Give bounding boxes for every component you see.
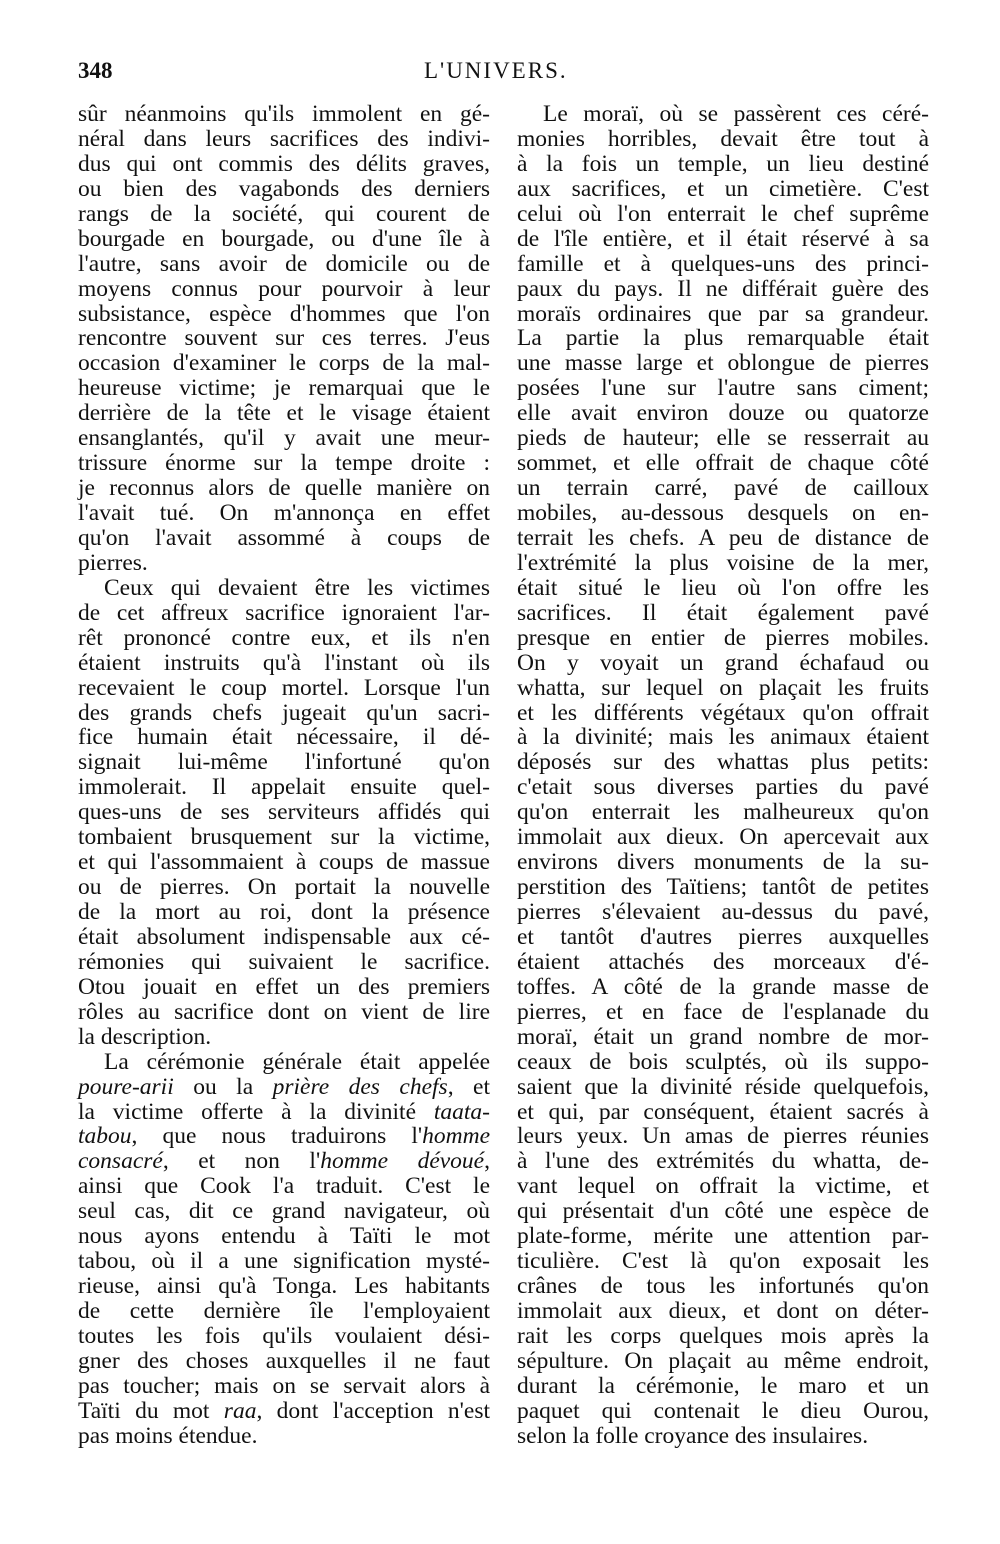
text-line: des grands chefs jugeait qu'un sacri- xyxy=(78,699,490,726)
text-run: , que nous traduirons l' xyxy=(131,1123,423,1150)
text-line: toffes. A côté de la grande masse de xyxy=(517,973,929,1000)
running-title: L'UNIVERS. xyxy=(424,58,568,83)
italic-term: raa xyxy=(223,1397,257,1424)
text-line: à la divinité; mais les animaux étaient xyxy=(517,724,929,751)
text-line: moraïs ordinaires que par sa grandeur. xyxy=(517,300,929,327)
text-line: ceaux de bois sculptés, où ils suppo- xyxy=(517,1048,929,1075)
text-line: terrait les chefs. A peu de distance de xyxy=(517,524,929,551)
text-line: ques-uns de ses serviteurs affidés qui xyxy=(78,799,490,826)
text-line: rôles au sacrifice dont on vient de lire xyxy=(78,998,490,1025)
text-line: moraï, était un grand nombre de mor- xyxy=(517,1023,929,1050)
text-line: famille et à quelques-uns des princi- xyxy=(517,250,929,277)
text-line: ou de pierres. On portait la nouvelle xyxy=(78,874,490,901)
text-line: ensanglantés, qu'il y avait une meur- xyxy=(78,425,490,452)
text-line: ticulière. C'est là qu'on exposait les xyxy=(517,1248,929,1275)
text-line: une masse large et oblongue de pierres xyxy=(517,350,929,377)
text-line: celui où l'on enterrait le chef suprême xyxy=(517,200,929,227)
text-line: rémonies qui suivaient le sacrifice. xyxy=(78,948,490,975)
italic-term: taata- xyxy=(433,1098,490,1125)
text-line: était absolument indispensable aux cé- xyxy=(78,923,490,950)
text-line: pas toucher; mais on se servait alors à xyxy=(78,1372,490,1399)
text-line: bourgade en bourgade, ou d'une île à xyxy=(78,225,490,252)
text-line: posées l'une sur l'autre sans ciment; xyxy=(517,375,929,402)
text-line xyxy=(78,1075,490,1100)
text-line: elle avait environ douze ou quatorze xyxy=(517,400,929,427)
text-line: ainsi que Cook l'a traduit. C'est le xyxy=(78,1173,490,1200)
text-line: immolait aux dieux, et dont on déter- xyxy=(517,1298,929,1324)
text-line: moyens connus pour pourvoir à leur xyxy=(78,275,490,302)
text-line: à l'une des extrémités du whatta, de- xyxy=(517,1148,929,1175)
text-line: selon la folle croyance des insulaires. xyxy=(517,1422,869,1449)
text-line: La cérémonie générale était appelée xyxy=(104,1048,490,1075)
text-run: ou la xyxy=(173,1073,273,1100)
text-line: recevaient le coup mortel. Lorsque l'un xyxy=(78,674,490,701)
text-line: l'extrémité la plus voisine de la mer, xyxy=(517,549,929,576)
text-line: environs divers monuments de la su- xyxy=(517,849,929,876)
text-line: occasion d'examiner le corps de la mal- xyxy=(78,350,490,377)
text-line: tombaient brusquement sur la victime, xyxy=(78,824,490,851)
text-line: la description. xyxy=(78,1023,212,1050)
text-line: et tantôt d'autres pierres auxquelles xyxy=(517,923,929,950)
text-line: pieds de hauteur; elle se resserrait au xyxy=(517,425,929,452)
text-line: ou bien des vagabonds des derniers xyxy=(78,175,490,202)
text-line: dus qui ont commis des délits graves, xyxy=(78,150,490,177)
text-line: pierres. xyxy=(78,549,148,576)
text-run: , et xyxy=(447,1073,491,1100)
text-line: heureuse victime; je remarquai que le xyxy=(78,375,490,402)
text-line: nous ayons entendu à Taïti le mot xyxy=(78,1223,490,1250)
text-line: à la fois un temple, un lieu destiné xyxy=(517,150,929,177)
text-line: l'autre, sans avoir de domicile ou de xyxy=(78,250,490,277)
text-line: fice humain était nécessaire, il dé- xyxy=(78,724,490,751)
page-number: 348 xyxy=(78,58,113,83)
text-line: leurs yeux. Un amas de pierres réunies xyxy=(517,1123,929,1150)
text-line: perstition des Taïtiens; tantôt de petites xyxy=(517,874,929,901)
text-line: aux sacrifices, et un cimetière. C'est xyxy=(517,175,929,202)
text-line: déposés sur des whattas plus petits: xyxy=(517,749,929,776)
text-line: Ceux qui devaient être les victimes xyxy=(104,574,490,601)
text-line: tabou, où il a une signification mysté- xyxy=(78,1248,490,1275)
text-line: l'avait tué. On m'annonça en effet xyxy=(78,500,490,526)
italic-term: consacré xyxy=(78,1148,163,1175)
text-line: gner des choses auxquelles il ne faut xyxy=(78,1347,490,1374)
text-line: immolait aux dieux. On apercevait aux xyxy=(517,824,929,851)
text-line: presque en entier de pierres mobiles. xyxy=(517,624,929,651)
text-line: de l'île entière, et il était réservé à sa xyxy=(517,225,929,252)
text-line xyxy=(78,1124,490,1149)
text-line: rencontre souvent sur ces terres. J'eus xyxy=(78,325,490,352)
text-line: On y voyait un grand échafaud ou xyxy=(517,649,929,676)
text-line: c'etait sous diverses parties du pavé xyxy=(517,774,929,801)
text-line: étaient attachés des morceaux d'é- xyxy=(517,948,929,975)
italic-term: poure-arii xyxy=(78,1073,174,1100)
italic-term: homme dévoué xyxy=(320,1148,485,1175)
text-line: derrière de la tête et le visage étaient xyxy=(78,400,490,427)
text-line: crânes de tous les infortunés qu'on xyxy=(517,1273,929,1300)
text-line: étaient instruits qu'à l'instant où ils xyxy=(78,649,490,676)
text-line: rêt prononcé contre eux, et ils n'en xyxy=(78,624,490,651)
text-line: rieuse, ainsi qu'à Tonga. Les habitants xyxy=(78,1273,490,1300)
text-line: Le moraï, où se passèrent ces céré- xyxy=(543,101,929,127)
text-line: je reconnus alors de quelle manière on xyxy=(78,475,490,502)
text-line: vant lequel on offrait la victime, et xyxy=(517,1173,929,1200)
text-line: immolerait. Il appelait ensuite quel- xyxy=(78,774,490,801)
left-column xyxy=(78,102,490,1449)
text-line: et les différents végétaux qu'on offrait xyxy=(517,699,929,726)
text-line: pas moins étendue. xyxy=(78,1422,258,1449)
text-line: paux du pays. Il ne différait guère des xyxy=(517,275,929,302)
text-line: qui présentait d'un côté une espèce de xyxy=(517,1198,929,1225)
text-line: saient que la divinité réside quelquefois, xyxy=(517,1073,929,1100)
italic-term: tabou xyxy=(78,1123,132,1150)
text-line: qu'on enterrait les malheureux qu'on xyxy=(517,799,929,826)
text-run: , xyxy=(484,1148,490,1175)
text-line: rait les corps quelques mois après la xyxy=(517,1322,929,1349)
text-line: pierres, et en face de l'esplanade du xyxy=(517,998,929,1025)
text-line: de cet affreux sacrifice ignoraient l'ar- xyxy=(78,599,490,626)
text-line xyxy=(78,1149,490,1174)
text-line: monies horribles, devait être tout à xyxy=(517,125,929,152)
italic-term: prière des chefs xyxy=(272,1073,448,1100)
text-run: , dont l'acception n'est xyxy=(256,1397,490,1424)
text-line: whatta, sur lequel on plaçait les fruits xyxy=(517,674,929,701)
text-line: et qui l'assommaient à coups de massue xyxy=(78,849,490,876)
text-line: mobiles, au-dessous desquels on en- xyxy=(517,500,929,526)
text-line: était situé le lieu où l'on offre les xyxy=(517,574,929,601)
text-line: sacrifices. Il était également pavé xyxy=(517,599,929,626)
text-line: sépulture. On plaçait au même endroit, xyxy=(517,1347,929,1374)
text-line: toutes les fois qu'ils voulaient dési- xyxy=(78,1322,490,1349)
text-line: pierres s'élevaient au-dessus du pavé, xyxy=(517,899,929,925)
text-line: plate-forme, mérite une attention par- xyxy=(517,1223,929,1250)
text-line: Otou jouait en effet un des premiers xyxy=(78,973,490,1000)
text-line: rangs de la société, qui courent de xyxy=(78,200,490,227)
text-line: subsistance, espèce d'hommes que l'on xyxy=(78,300,490,327)
text-run: , et non l' xyxy=(162,1148,321,1175)
text-line: durant la cérémonie, le maro et un xyxy=(517,1372,929,1399)
text-line: sûr néanmoins qu'ils immolent en gé- xyxy=(78,101,490,127)
text-line xyxy=(78,1399,490,1424)
text-line: un terrain carré, pavé de cailloux xyxy=(517,475,929,502)
text-line: paquet qui contenait le dieu Ourou, xyxy=(517,1397,929,1424)
text-line: signait lui-même l'infortuné qu'on xyxy=(78,749,490,776)
text-line: néral dans leurs sacrifices des indivi- xyxy=(78,125,490,152)
text-line xyxy=(78,1100,490,1125)
text-run: la victime offerte à la divinité xyxy=(78,1098,434,1125)
text-line: seul cas, dit ce grand navigateur, où xyxy=(78,1198,490,1225)
text-line: trissure énorme sur la tempe droite : xyxy=(78,450,490,477)
text-line: et qui, par conséquent, étaient sacrés à xyxy=(517,1098,929,1125)
text-run: Taïti du mot xyxy=(78,1397,224,1424)
text-line: de cette dernière île l'employaient xyxy=(78,1298,490,1324)
italic-term: homme xyxy=(422,1123,490,1150)
text-line: qu'on l'avait assommé à coups de xyxy=(78,524,490,551)
right-column xyxy=(517,102,929,1449)
text-line: sommet, et elle offrait de chaque côté xyxy=(517,450,929,477)
text-line: de la mort au roi, dont la présence xyxy=(78,899,490,925)
text-line: La partie la plus remarquable était xyxy=(517,325,929,352)
